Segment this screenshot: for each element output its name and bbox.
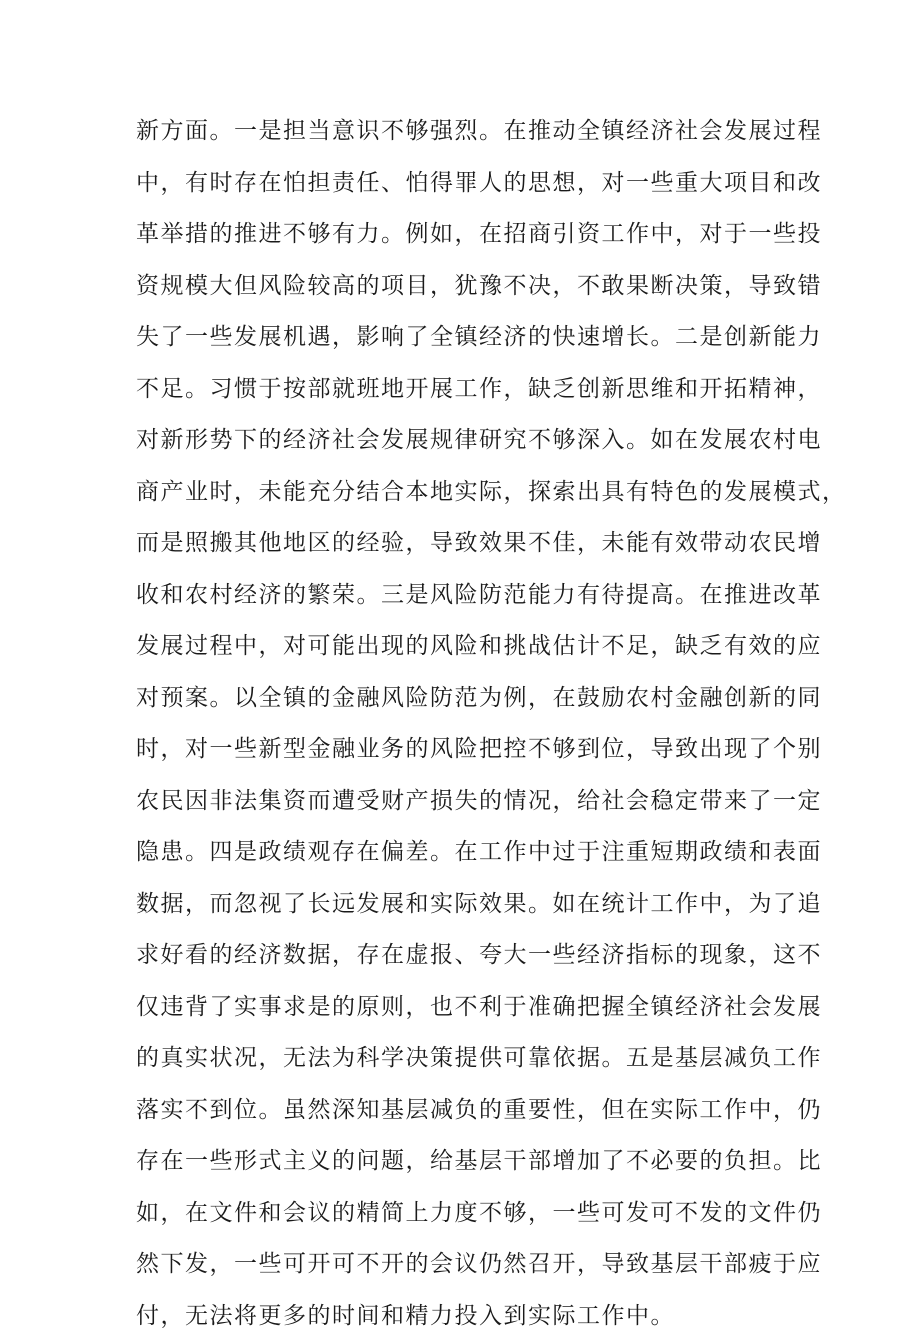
text-line: 新方面。一是担当意识不够强烈。在推动全镇经济社会发展过程	[136, 106, 796, 158]
text-line: 求好看的经济数据，存在虚报、夸大一些经济指标的现象，这不	[136, 930, 796, 982]
text-line: 付，无法将更多的时间和精力投入到实际工作中。	[136, 1291, 796, 1342]
text-line: 商产业时，未能充分结合本地实际，探索出具有特色的发展模式，	[136, 467, 796, 519]
body-paragraph	[136, 106, 796, 1342]
text-line: 发展过程中，对可能出现的风险和挑战估计不足，缺乏有效的应	[136, 621, 796, 673]
text-line: 不足。习惯于按部就班地开展工作，缺乏创新思维和开拓精神，	[136, 364, 796, 416]
text-line: 对新形势下的经济社会发展规律研究不够深入。如在发展农村电	[136, 415, 796, 467]
text-line: 落实不到位。虽然深知基层减负的重要性，但在实际工作中，仍	[136, 1085, 796, 1137]
text-line: 资规模大但风险较高的项目，犹豫不决，不敢果断决策，导致错	[136, 261, 796, 313]
text-line: 的真实状况，无法为科学决策提供可靠依据。五是基层减负工作	[136, 1033, 796, 1085]
text-line: 农民因非法集资而遭受财产损失的情况，给社会稳定带来了一定	[136, 776, 796, 828]
text-line: 然下发，一些可开可不开的会议仍然召开，导致基层干部疲于应	[136, 1239, 796, 1291]
text-line: 中，有时存在怕担责任、怕得罪人的思想，对一些重大项目和改	[136, 158, 796, 210]
text-line: 而是照搬其他地区的经验，导致效果不佳，未能有效带动农民增	[136, 518, 796, 570]
text-line: 仅违背了实事求是的原则，也不利于准确把握全镇经济社会发展	[136, 982, 796, 1034]
text-line: 革举措的推进不够有力。例如，在招商引资工作中，对于一些投	[136, 209, 796, 261]
text-line: 数据，而忽视了长远发展和实际效果。如在统计工作中，为了追	[136, 879, 796, 931]
text-line: 时，对一些新型金融业务的风险把控不够到位，导致出现了个别	[136, 724, 796, 776]
text-line: 失了一些发展机遇，影响了全镇经济的快速增长。二是创新能力	[136, 312, 796, 364]
text-line: 收和农村经济的繁荣。三是风险防范能力有待提高。在推进改革	[136, 570, 796, 622]
text-line: 对预案。以全镇的金融风险防范为例，在鼓励农村金融创新的同	[136, 673, 796, 725]
text-line: 存在一些形式主义的问题，给基层干部增加了不必要的负担。比	[136, 1136, 796, 1188]
text-line: 隐患。四是政绩观存在偏差。在工作中过于注重短期政绩和表面	[136, 827, 796, 879]
text-line: 如，在文件和会议的精简上力度不够，一些可发可不发的文件仍	[136, 1188, 796, 1240]
